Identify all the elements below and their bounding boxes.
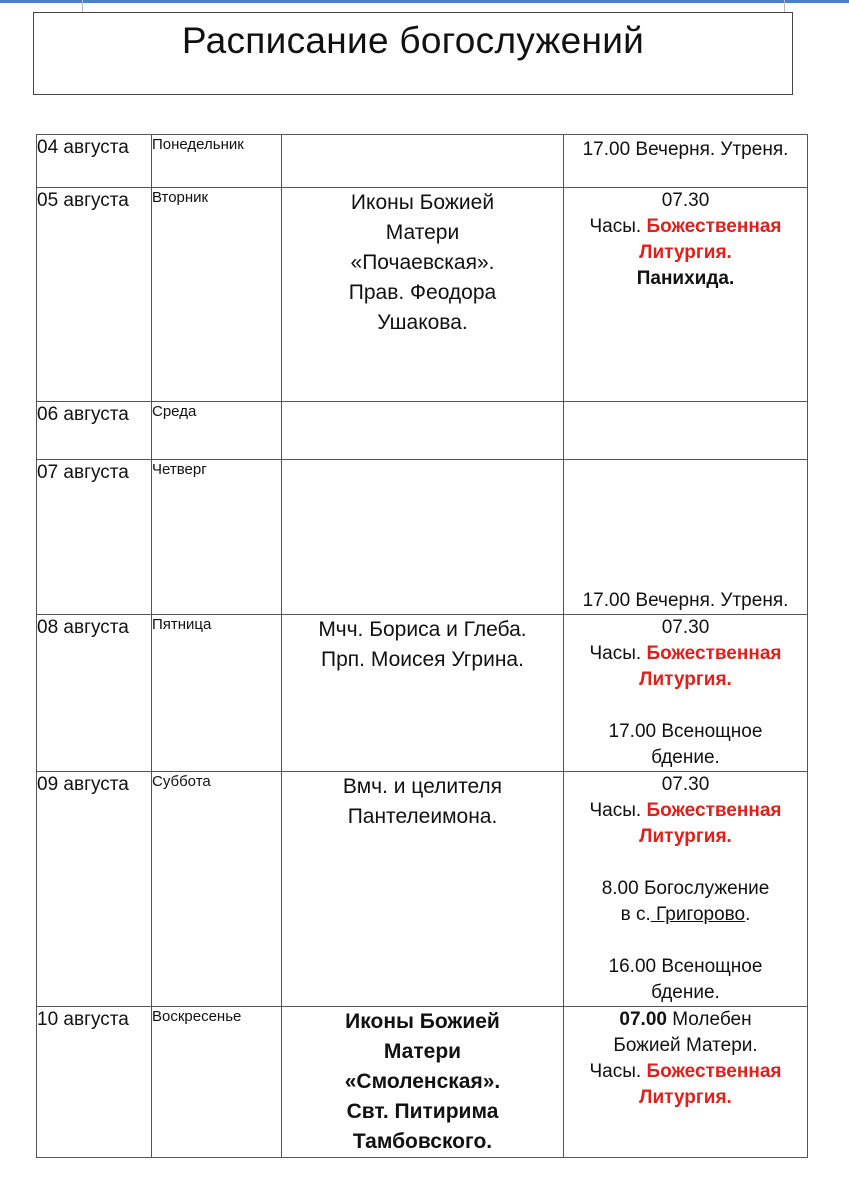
weekday-cell: Суббота [152,772,282,1007]
hours-label: Часы. [589,216,642,237]
date-cell: 10 августа [37,1007,152,1158]
table-row [37,1007,808,1158]
service-time: 07.00 [619,1009,667,1030]
feast-cell [282,402,564,460]
moleben-label: Молебен [666,1009,752,1030]
feast-cell [282,188,564,402]
extra-service-line: 8.00 Богослужение [601,878,770,899]
table-row [37,615,808,772]
table-row [37,460,808,615]
date-cell: 05 августа [37,188,152,402]
service-cell [564,188,808,402]
ruler-tick [784,0,785,12]
liturgy-label: Литургия. [639,669,732,690]
service-line: 17.00 Вечерня. Утреня. [582,139,789,160]
liturgy-label: Литургия. [639,242,732,263]
date-cell: 07 августа [37,460,152,615]
ruler-tick [82,0,83,12]
service-cell [564,460,808,615]
window-top-accent-line [0,0,849,3]
date-cell: 04 августа [37,135,152,188]
weekday-cell: Пятница [152,615,282,772]
hours-label: Часы. [589,800,642,821]
evening-service-line: бдение. [651,982,720,1003]
feast-cell [282,1007,564,1158]
hours-label: Часы. [589,1061,642,1082]
feast-line: Иконы Божией [345,1010,500,1033]
liturgy-label: Божественная [646,216,782,237]
weekday-cell: Воскресенье [152,1007,282,1158]
date-cell: 06 августа [37,402,152,460]
liturgy-label: Литургия. [639,826,732,847]
weekday-cell: Вторник [152,188,282,402]
feast-line: Прав. Феодора [348,281,497,304]
date-cell: 09 августа [37,772,152,1007]
feast-line: Тамбовского. [352,1130,493,1153]
feast-line: Мчч. Бориса и Глеба. [318,618,527,641]
evening-service-line: 17.00 Всенощное [608,721,763,742]
table-row [37,402,808,460]
service-cell [564,772,808,1007]
schedule-table [36,134,808,1158]
service-cell [564,135,808,188]
service-time: 07.30 [661,617,710,638]
evening-service-line: 16.00 Всенощное [608,956,763,977]
service-cell [564,615,808,772]
service-cell [564,1007,808,1158]
feast-cell [282,460,564,615]
date-cell: 08 августа [37,615,152,772]
moleben-label: Божией Матери. [613,1035,758,1056]
weekday-cell: Четверг [152,460,282,615]
page-title: Расписание богослужений [181,20,645,61]
service-time: 07.30 [661,774,710,795]
feast-line: Матери [385,221,460,244]
feast-line: Иконы Божией [350,191,495,214]
table-row [37,772,808,1007]
service-time: 07.30 [661,190,710,211]
location-name: Григорово [650,904,746,925]
feast-line: Вмч. и целителя [342,775,503,798]
title-box [33,12,793,95]
feast-cell [282,615,564,772]
feast-line: Матери [383,1040,462,1063]
liturgy-label: Божественная [646,800,782,821]
service-line: 17.00 Вечерня. Утреня. [582,590,789,611]
weekday-cell: Среда [152,402,282,460]
liturgy-label: Литургия. [639,1087,732,1108]
service-cell [564,402,808,460]
feast-cell [282,135,564,188]
table-row [37,188,808,402]
feast-line: Свт. Питирима [346,1100,499,1123]
weekday-cell: Понедельник [152,135,282,188]
location-prefix: в с. [620,904,651,925]
evening-service-line: бдение. [651,747,720,768]
panikhida-label: Панихида. [636,268,735,289]
table-row [37,135,808,188]
feast-line: Прп. Моисея Угрина. [321,648,524,671]
feast-line: «Смоленская». [344,1070,501,1093]
location-suffix: . [745,904,751,925]
feast-line: Ушакова. [377,311,468,334]
liturgy-label: Божественная [646,643,782,664]
liturgy-label: Божественная [646,1061,782,1082]
hours-label: Часы. [589,643,642,664]
feast-line: Пантелеимона. [347,805,498,828]
feast-cell [282,772,564,1007]
feast-line: «Почаевская». [350,251,495,274]
